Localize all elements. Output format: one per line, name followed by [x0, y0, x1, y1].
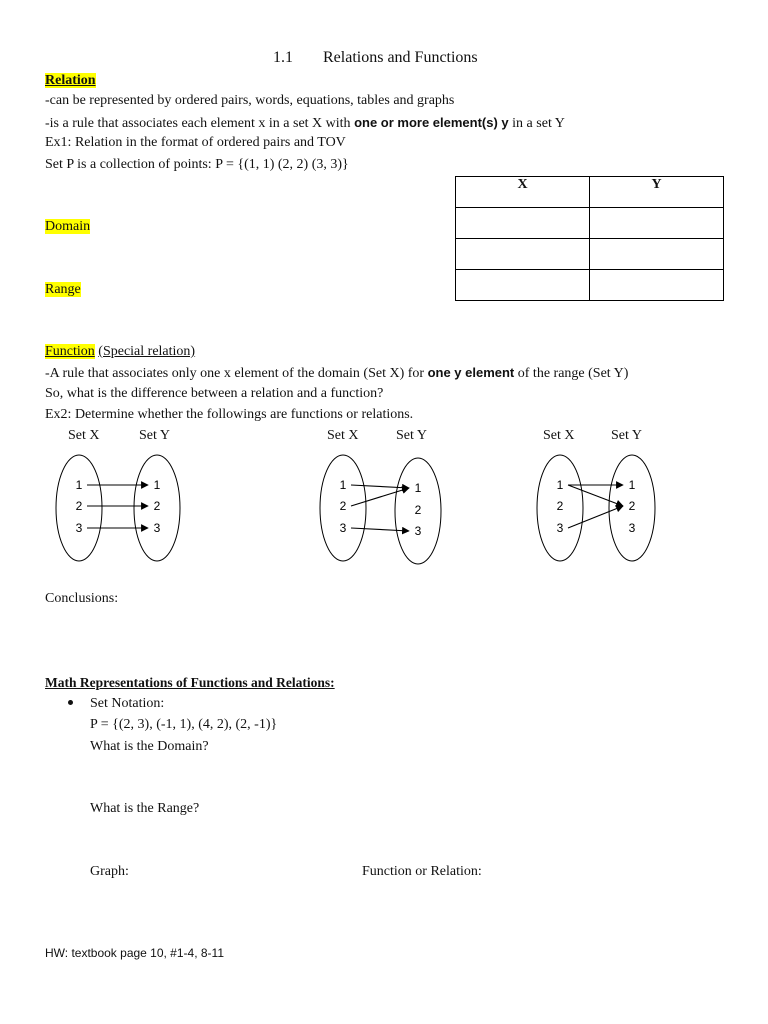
mapping-1-set-y-label: Set Y	[139, 428, 170, 443]
set-x-element: 1	[556, 478, 564, 492]
set-y-element: 2	[414, 503, 422, 517]
function-or-relation-label: Function or Relation:	[362, 864, 482, 879]
title-text: Relations and Functions	[323, 49, 478, 66]
set-x-element: 3	[556, 521, 564, 535]
difference-question: So, what is the difference between a relation and a function?	[45, 386, 384, 401]
domain-question: What is the Domain?	[90, 739, 209, 754]
relation-line-2: -is a rule that associates each element x in a set X with one or more element(s) y in a set Y	[45, 115, 565, 131]
set-y-element: 1	[414, 481, 422, 495]
bullet-icon	[68, 700, 73, 705]
mapping-2-set-y-label: Set Y	[396, 428, 427, 443]
set-y-element: 2	[628, 499, 636, 513]
set-p-text: Set P is a collection of points: P = {(1, 1) (2, 2) (3, 3)}	[45, 157, 349, 172]
range-label: Range	[45, 282, 81, 297]
mapping-1	[56, 455, 180, 561]
set-y-element: 1	[628, 478, 636, 492]
relation-heading: Relation	[45, 73, 96, 88]
set-y-element: 3	[153, 521, 161, 535]
set-x-element: 2	[339, 499, 347, 513]
set-x-element: 1	[75, 478, 83, 492]
set-notation-label: Set Notation:	[90, 696, 165, 711]
ex2-text: Ex2: Determine whether the followings are functions or relations.	[45, 407, 414, 422]
domain-label: Domain	[45, 219, 91, 234]
mapping-arrow	[351, 488, 409, 506]
math-rep-heading: Math Representations of Functions and Relations:	[45, 675, 335, 690]
function-heading: Function (Special relation)	[45, 344, 196, 359]
graph-label: Graph:	[90, 864, 129, 879]
mapping-arrow	[351, 485, 409, 488]
title-number: 1.1	[273, 49, 293, 66]
range-question: What is the Range?	[90, 801, 200, 816]
function-line-1: -A rule that associates only one x element of the domain (Set X) for one y element of the range (Set Y)	[45, 365, 629, 381]
set-x-element: 2	[75, 499, 83, 513]
tov-header-y: Y	[590, 177, 724, 208]
mapping-2	[320, 455, 441, 564]
relation-line-1: -can be represented by ordered pairs, words, equations, tables and graphs	[45, 93, 455, 108]
mapping-arrow	[568, 506, 623, 528]
set-x-element: 3	[339, 521, 347, 535]
mapping-3-set-y-label: Set Y	[611, 428, 642, 443]
ex1-text: Ex1: Relation in the format of ordered pairs and TOV	[45, 135, 346, 150]
mapping-arrow	[568, 485, 623, 506]
set-x-element: 3	[75, 521, 83, 535]
set-x-element: 1	[339, 478, 347, 492]
mapping-arrow	[351, 528, 409, 531]
tov-header-x: X	[456, 177, 590, 208]
conclusions-label: Conclusions:	[45, 591, 119, 606]
mapping-1-set-x-label: Set X	[68, 428, 100, 443]
set-x-element: 2	[556, 499, 564, 513]
mapping-2-set-x-label: Set X	[327, 428, 359, 443]
set-y-element: 3	[628, 521, 636, 535]
set-notation-value: P = {(2, 3), (-1, 1), (4, 2), (2, -1)}	[90, 717, 278, 732]
set-y-element: 1	[153, 478, 161, 492]
homework-text: HW: textbook page 10, #1-4, 8-11	[45, 946, 224, 960]
mapping-3	[537, 455, 655, 561]
set-y-element: 2	[153, 499, 161, 513]
set-y-element: 3	[414, 524, 422, 538]
mapping-3-set-x-label: Set X	[543, 428, 575, 443]
